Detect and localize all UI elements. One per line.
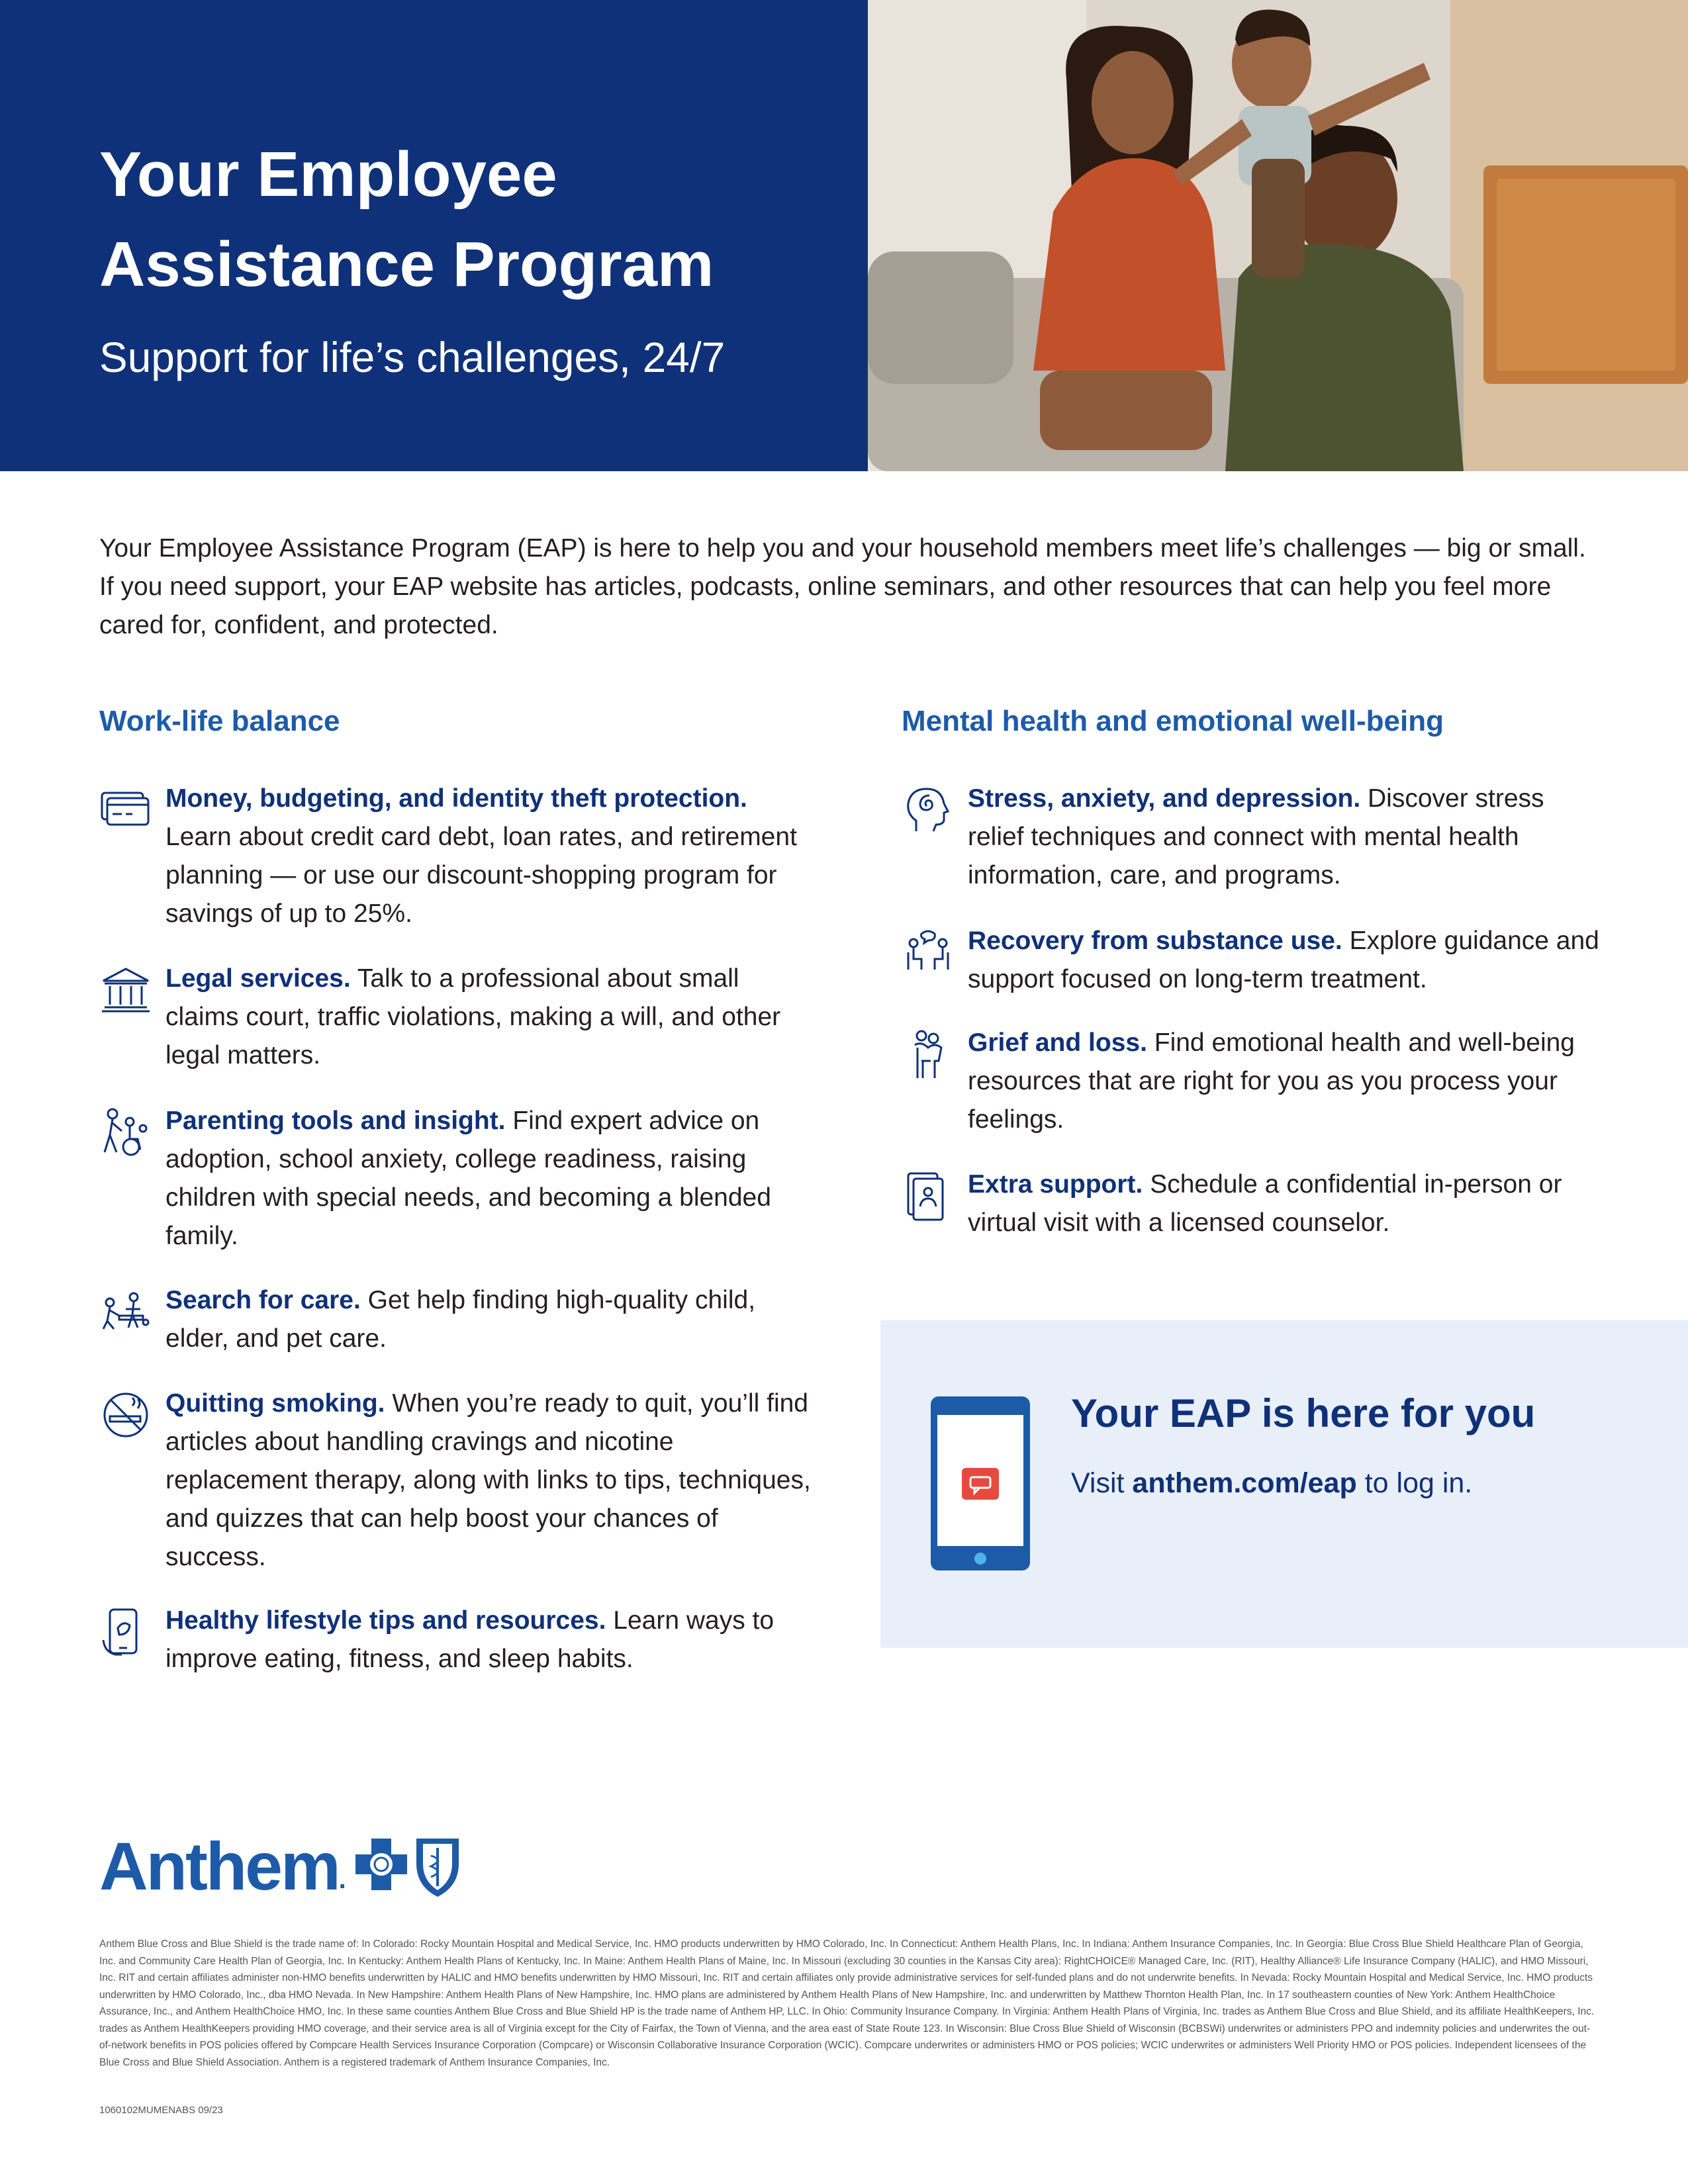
head-spiral-icon — [902, 780, 968, 895]
counseling-session-icon — [902, 922, 968, 999]
family-photo-illustration — [868, 0, 1688, 471]
item-lead: Search for care. — [165, 1286, 361, 1314]
caregiving-icon — [99, 1281, 165, 1358]
item-text: Talk to a professional about small claims court, traffic violations, making a will, and other legal matters. — [165, 964, 781, 1069]
work-life-item-legal — [99, 960, 814, 1075]
mental-health-item-grief — [902, 1024, 1603, 1139]
item-text: When you’re ready to quit, you’ll find articles about handling cravings and nicotine replacement therapy, along with links to tips, techniques, and quizzes that can help boost your chances of success. — [165, 1389, 811, 1571]
page-title — [99, 130, 841, 310]
title-line-1: Your Employee — [99, 139, 557, 210]
hero-banner — [0, 0, 868, 471]
no-smoking-icon — [99, 1385, 165, 1576]
mental-health-item-extra — [902, 1165, 1603, 1242]
item-lead: Healthy lifestyle tips and resources. — [165, 1606, 606, 1635]
work-life-item-care — [99, 1281, 814, 1358]
work-life-item-smoking — [99, 1385, 814, 1576]
virtual-visit-icon — [902, 1165, 968, 1242]
cta-text — [1071, 1467, 1472, 1500]
item-text: Schedule a confidential in-person or virtual visit with a licensed counselor. — [968, 1170, 1562, 1237]
item-lead: Money, budgeting, and identity theft protection. — [165, 784, 747, 813]
cta-text-before: Visit — [1071, 1467, 1125, 1499]
cta-text-after: to log in. — [1364, 1467, 1473, 1499]
work-life-item-parenting — [99, 1102, 814, 1255]
logo-wordmark: Anthem — [99, 1829, 339, 1904]
item-text: Discover stress relief techniques and connect with mental health information, care, and programs. — [968, 784, 1544, 889]
mental-health-heading: Mental health and emotional well-being — [902, 705, 1444, 737]
item-lead: Stress, anxiety, and depression. — [968, 784, 1361, 813]
intro-paragraph: Your Employee Assistance Program (EAP) is here to help you and your household members meet life’s challenges — big or small. If you need support, your EAP website has articles, podcasts, online seminars, and other resources that can help you feel more cared for, confident, and protected. — [99, 534, 1586, 639]
courthouse-icon — [99, 960, 165, 1075]
family-photo — [868, 0, 1688, 471]
family-wheelchair-icon — [99, 1102, 165, 1255]
anthem-logo: Anthem . — [99, 1827, 465, 1899]
item-lead: Quitting smoking. — [165, 1389, 385, 1418]
item-lead: Grief and loss. — [968, 1028, 1147, 1057]
item-text: Get help finding high-quality child, elder, and pet care. — [165, 1286, 756, 1353]
work-life-item-healthy — [99, 1602, 814, 1678]
item-text: Learn ways to improve eating, fitness, and sleep habits. — [165, 1606, 774, 1673]
item-text: Explore guidance and support focused on long-term treatment. — [968, 927, 1599, 993]
work-life-heading: Work-life balance — [99, 705, 340, 737]
phone-health-icon — [99, 1602, 165, 1678]
blue-cross-blue-shield-icon — [353, 1833, 465, 1899]
embrace-icon — [902, 1024, 968, 1139]
smartphone-chat-icon — [931, 1396, 1030, 1570]
item-lead: Recovery from substance use. — [968, 927, 1342, 955]
cta-title: Your EAP is here for you — [1071, 1391, 1536, 1435]
mental-health-item-recovery — [902, 922, 1603, 999]
work-life-item-money — [99, 780, 814, 933]
eap-callout — [880, 1320, 1688, 1648]
eap-link[interactable]: anthem.com/eap — [1132, 1467, 1357, 1499]
credit-card-icon — [99, 780, 165, 933]
item-lead: Extra support. — [968, 1170, 1143, 1199]
item-lead: Legal services. — [165, 964, 351, 993]
page-subtitle: Support for life’s challenges, 24/7 — [99, 334, 726, 381]
title-line-2: Assistance Program — [99, 229, 714, 300]
item-lead: Parenting tools and insight. — [165, 1107, 506, 1135]
item-text: Learn about credit card debt, loan rates, and retirement planning — or use our discount-shopping program for savings of up to 25%. — [165, 823, 797, 928]
item-text: Find expert advice on adoption, school anxiety, college readiness, raising children with special needs, and becoming a blended family. — [165, 1107, 771, 1250]
document-code: 1060102MUMENABS 09/23 — [99, 2105, 223, 2116]
mental-health-item-stress — [902, 780, 1603, 895]
legal-disclaimer: Anthem Blue Cross and Blue Shield is the trade name of: In Colorado: Rocky Mountain Hospital and Medical Service, Inc. HMO products underwritten by HMO Colorado, Inc. In Connecticut: Anthem Health Plans, Inc. In Indiana: Anthem Insurance Companies, Inc. In Georgia: Blue Cross Blue Shield Healthcare Plan of Georgia, Inc. and Community Care Health Plan of Georgia, Inc. In Kentucky: Anthem Health Plans of Kentucky, Inc. In Maine: Anthem Health Plans of Maine, Inc. In Missouri (excluding 30 counties in the Kansas City area): RightCHOICE® Managed Care, Inc. (RIT), Healthy Alliance® Life Insurance Company (HALIC), and HMO Missouri, Inc. RIT and certain affiliates administer non-HMO benefits underwritten by HALIC and HMO benefits underwritten by HMO Missouri, Inc. RIT and certain affiliates only provide administrative services for self-funded plans and do not underwrite benefits. In Nevada: Rocky Mountain Hospital and Medical Service, Inc. HMO products underwritten by HMO Colorado, Inc., dba HMO Nevada. In New Hampshire: Anthem Health Plans of New Hampshire, Inc. HMO plans are administered by Anthem Health Plans of New Hampshire, Inc. and underwritten by Matthew Thornton Health Plan, Inc. In 17 southeastern counties of New York: Anthem HealthChoice Assurance, Inc., and Anthem HealthChoice HMO, Inc. In these same counties Anthem Blue Cross and Blue Shield HP is the trade name of Anthem HP, LLC. In Ohio: Community Insurance Company. In Virginia: Anthem Health Plans of Virginia, Inc. trades as Anthem Blue Cross and Blue Shield, and its affiliate HealthKeepers, Inc. trades as Anthem HealthKeepers providing HMO coverage, and their service area is all of Virginia except for the City of Fairfax, the Town of Vienna, and the area east of State Route 123. In Wisconsin: Blue Cross Blue Shield of Wisconsin (BCBSWi) underwrites or administers PPO and indemnity policies and underwrites the out-of-network benefits in POS policies offered by Compcare Health Services Insurance Corporation (Compcare) or Wisconsin Collaborative Insurance Corporation (WCIC). Compcare underwrites or administers HMO or POS policies; WCIC underwrites or administers Well Priority HMO or POS policies. Independent licensees of the Blue Cross and Blue Shield Association. Anthem is a registered trademark of Anthem Insurance Companies, Inc. — [99, 1938, 1595, 2068]
item-text: Find emotional health and well-being resources that are right for you as you process your feelings. — [968, 1028, 1575, 1134]
